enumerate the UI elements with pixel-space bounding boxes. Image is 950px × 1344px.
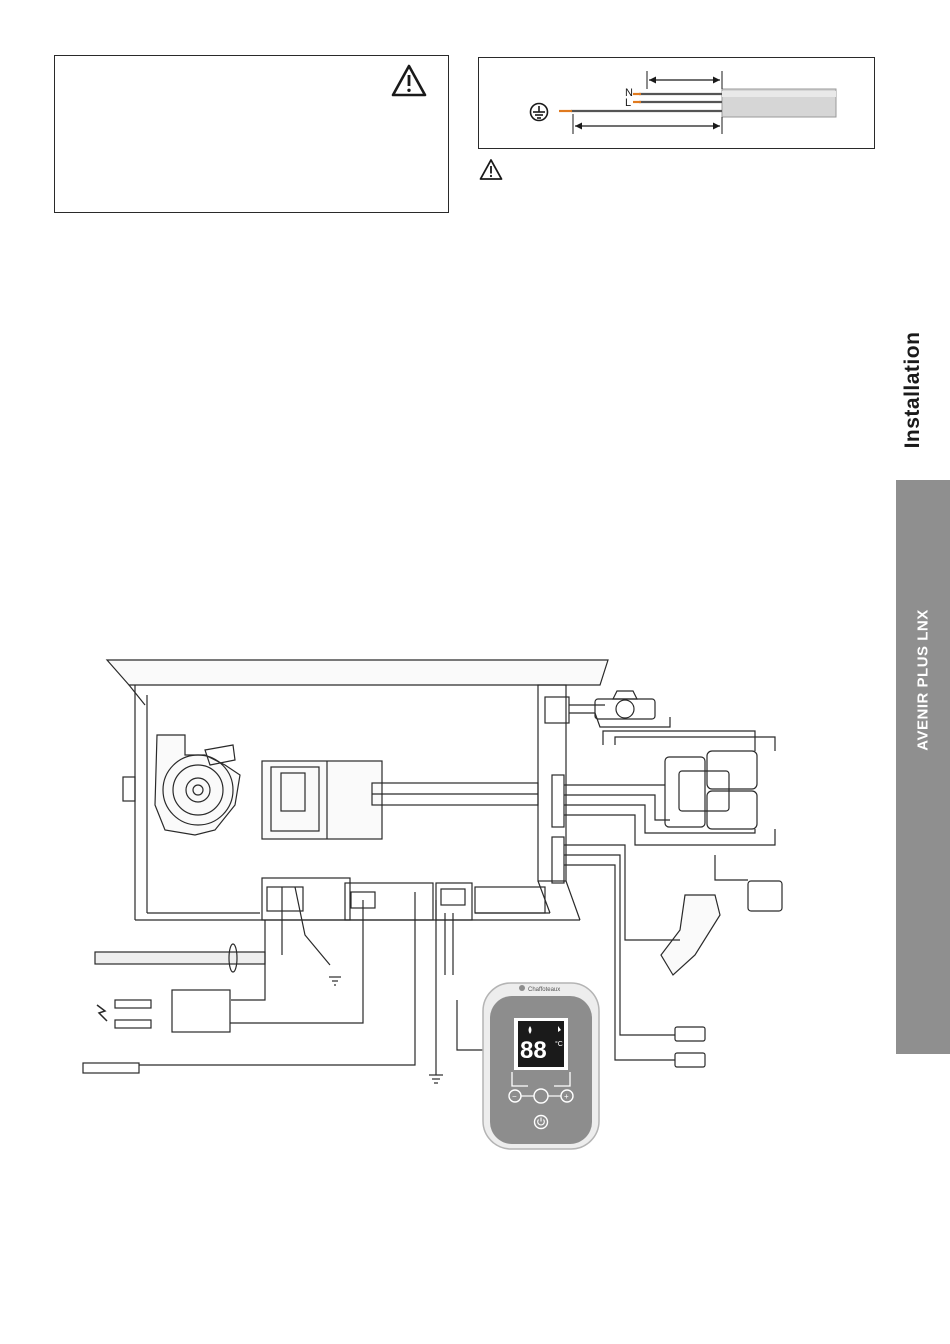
cable-strip-box (478, 57, 875, 149)
earth-ground-icon (531, 104, 548, 121)
spark-icon (97, 1005, 107, 1021)
temperature-unit: °C (555, 1041, 563, 1048)
section-title: Installation (901, 331, 924, 449)
live-label: L (625, 97, 632, 109)
product-tab: AVENIR PLUS LNX (896, 480, 950, 1054)
control-panel (482, 982, 600, 1150)
minus-label: − (512, 1092, 517, 1101)
brand-logo-icon (519, 985, 525, 991)
wiring-diagram (55, 655, 800, 1155)
warning-triangle-icon (479, 158, 503, 182)
cable-strip-drawing (479, 58, 876, 150)
warning-triangle-icon (391, 64, 427, 98)
plus-label: + (564, 1092, 569, 1101)
neutral-label: N (625, 87, 633, 99)
temperature-digits: 88 (520, 1037, 547, 1064)
brand-name: Chaffoteaux (528, 987, 561, 993)
warning-box (54, 55, 449, 213)
